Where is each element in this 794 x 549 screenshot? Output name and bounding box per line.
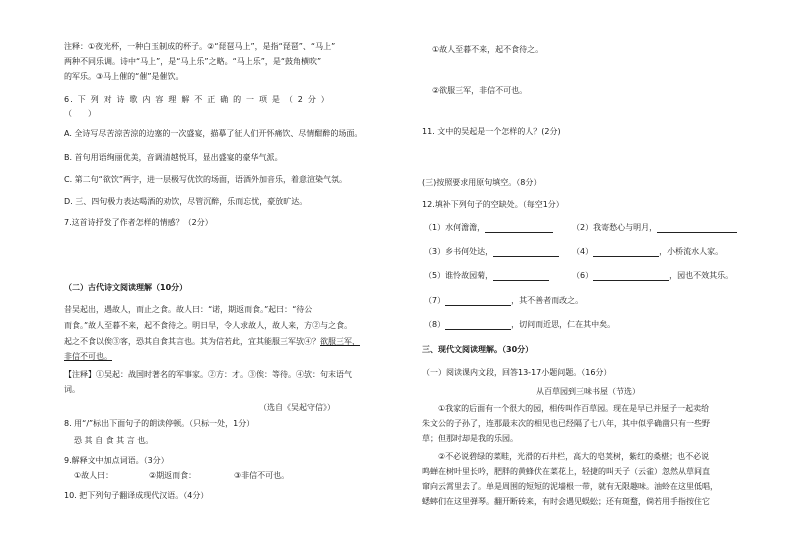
q10-stem: 10. 把下列句子翻译成现代汉语。（4分） bbox=[64, 491, 209, 500]
q8-sentence: 恐 其 自 食 其 言 也。 bbox=[74, 436, 154, 445]
annotation-line: 词。 bbox=[64, 385, 80, 394]
q10-item-1: ①故人至暮不来，起不食待之。 bbox=[432, 45, 544, 54]
modern-para-line: ①我家的后面有一个很大的园，相传叫作百草园。现在是早已并屋子一起卖给 bbox=[422, 404, 710, 413]
answer-blank[interactable] bbox=[493, 271, 549, 281]
passage-line: 而食。”故人至暮不来，起不食待之。明日早，令人求故人，故人来，方②与之食。 bbox=[64, 321, 353, 330]
q6-option-b: B. 首句用语绚丽优美，音调清越悦耳，显出盛宴的豪华气派。 bbox=[64, 153, 283, 162]
note-line: 两种不同乐调。诗中“马上”，是“马上乐”之略。“马上乐”，是“鼓角横吹” bbox=[64, 57, 322, 66]
q6-paren: （ ） bbox=[64, 109, 96, 118]
modern-para-line: 草；但那时却是我的乐园。 bbox=[422, 434, 518, 443]
answer-blank[interactable] bbox=[593, 271, 669, 281]
fill-item-8: （8） ，切问而近思，仁在其中矣。 bbox=[424, 320, 616, 329]
modern-para-line: 窜向云霄里去了。单是周围的短短的泥墙根一带，就有无限趣味。油蛉在这里低唱， bbox=[422, 482, 718, 491]
answer-blank[interactable] bbox=[445, 296, 511, 306]
passage-line: 昔吴起出，遇故人，而止之食。故人曰：“诺，期返而食。”起曰：“待公 bbox=[64, 305, 313, 314]
q10-item-2: ②欲服三军，非信不可也。 bbox=[432, 86, 528, 95]
note-line: 注释：①夜光杯，一种白玉制成的杯子。②“琵琶马上”，是指“琵琶”、“马上” bbox=[64, 42, 336, 51]
passage-line bbox=[64, 336, 360, 347]
modern-passage-title: 从百草园到三味书屋（节选） bbox=[536, 387, 640, 396]
answer-blank[interactable] bbox=[593, 247, 659, 257]
section-2-title: （二）古代诗文阅读理解（10分） bbox=[64, 283, 188, 292]
note-line: 的军乐。③马上催的“催”是催饮。 bbox=[64, 72, 184, 81]
annotation-line: 【注释】①吴起：战国时著名的军事家。②方：才。③俟：等待。④欤：句末语气 bbox=[64, 370, 352, 379]
section-3-title: (三)按照要求用原句填空。（8分） bbox=[422, 178, 542, 187]
fill-item-1: （1）水何澹澹， bbox=[424, 222, 553, 233]
q6-stem: 6. 下 列 对 诗 歌 内 容 理 解 不 正 确 的 一 项 是 （ 2 分 ） bbox=[64, 95, 330, 104]
modern-para-line: ②不必说碧绿的菜畦，光滑的石井栏，高大的皂荚树，紫红的桑椹；也不必说 bbox=[422, 452, 710, 461]
modern-section-title: 三、现代文阅读理解。（30分） bbox=[422, 345, 534, 354]
fill-item-4: （4） ，小桥流水人家。 bbox=[572, 247, 724, 256]
modern-para-line: 鸣蝉在树叶里长吟，肥胖的黄蜂伏在菜花上，轻捷的叫天子（云雀）忽然从草间直 bbox=[422, 467, 710, 476]
answer-blank[interactable] bbox=[445, 320, 511, 330]
modern-para-line: 蟋蟀们在这里弹琴。翻开断砖来，有时会遇见蜈蚣；还有斑蝥，倘若用手指按住它 bbox=[422, 497, 710, 506]
source-citation: （选自《吴起守信》） bbox=[259, 403, 335, 412]
q11: 11. 文中的吴起是一个怎样的人？(2分) bbox=[422, 127, 561, 136]
fill-item-2: （2）我寄愁心与明月， bbox=[572, 222, 737, 233]
answer-blank[interactable] bbox=[493, 247, 559, 257]
passage-line-underlined: 非信不可也。 bbox=[64, 352, 112, 361]
answer-blank[interactable] bbox=[657, 223, 737, 233]
q7: 7.这首诗抒发了作者怎样的情感？（2分） bbox=[64, 218, 213, 227]
fill-item-7: （7） ，其不善者而改之。 bbox=[424, 296, 584, 305]
q6-option-a: A. 全诗写尽苦涼苦涼的边塞的一次盛宴，描摹了征人们开怀痛饮、尽情酣醉的场面。 bbox=[64, 129, 363, 138]
q12-stem: 12.填补下列句子的空缺处。（每空1分） bbox=[422, 200, 564, 209]
passage-text: 起之不食以俟③客，恐其自食其言也。其为信若此，宜其能服三军欤④？ bbox=[64, 337, 320, 346]
q9-item-3: ③非信不可也。 bbox=[234, 471, 290, 480]
answer-blank[interactable] bbox=[485, 223, 553, 233]
q9-item-2: ②期返而食： bbox=[149, 471, 197, 480]
q9-stem: 9.解释文中加点词语。（3分） bbox=[64, 456, 169, 465]
modern-subsection: （一）阅读课内文段，回答13-17小题问题。（16分） bbox=[422, 368, 612, 377]
passage-underlined: 欲服三军， bbox=[320, 337, 360, 346]
q8-stem: 8. 用“/”标出下面句子的朗读停顿。（只标一处，1分） bbox=[64, 419, 255, 428]
q9-item-1: ①故人曰： bbox=[74, 471, 114, 480]
fill-item-6: （6） ，园也不效其乐。 bbox=[572, 271, 734, 280]
fill-item-5: （5）谁怜故园菊， bbox=[424, 270, 549, 281]
q6-option-d: D. 三、四句极力表达喝酒的劝饮，尽管沉醉，乐而忘忧，豪放旷达。 bbox=[64, 197, 308, 206]
fill-item-3: （3）乡书何处达， bbox=[424, 246, 559, 257]
modern-para-line: 朱文公的子孙了，连那最末次的相见也已经隔了七八年，其中似乎确凿只有一些野 bbox=[422, 419, 710, 428]
q6-option-c: C. 第二句“欲饮”两字，进一层极写优饮的场面，语酒外加音乐，着意渲染气氛。 bbox=[64, 175, 347, 184]
